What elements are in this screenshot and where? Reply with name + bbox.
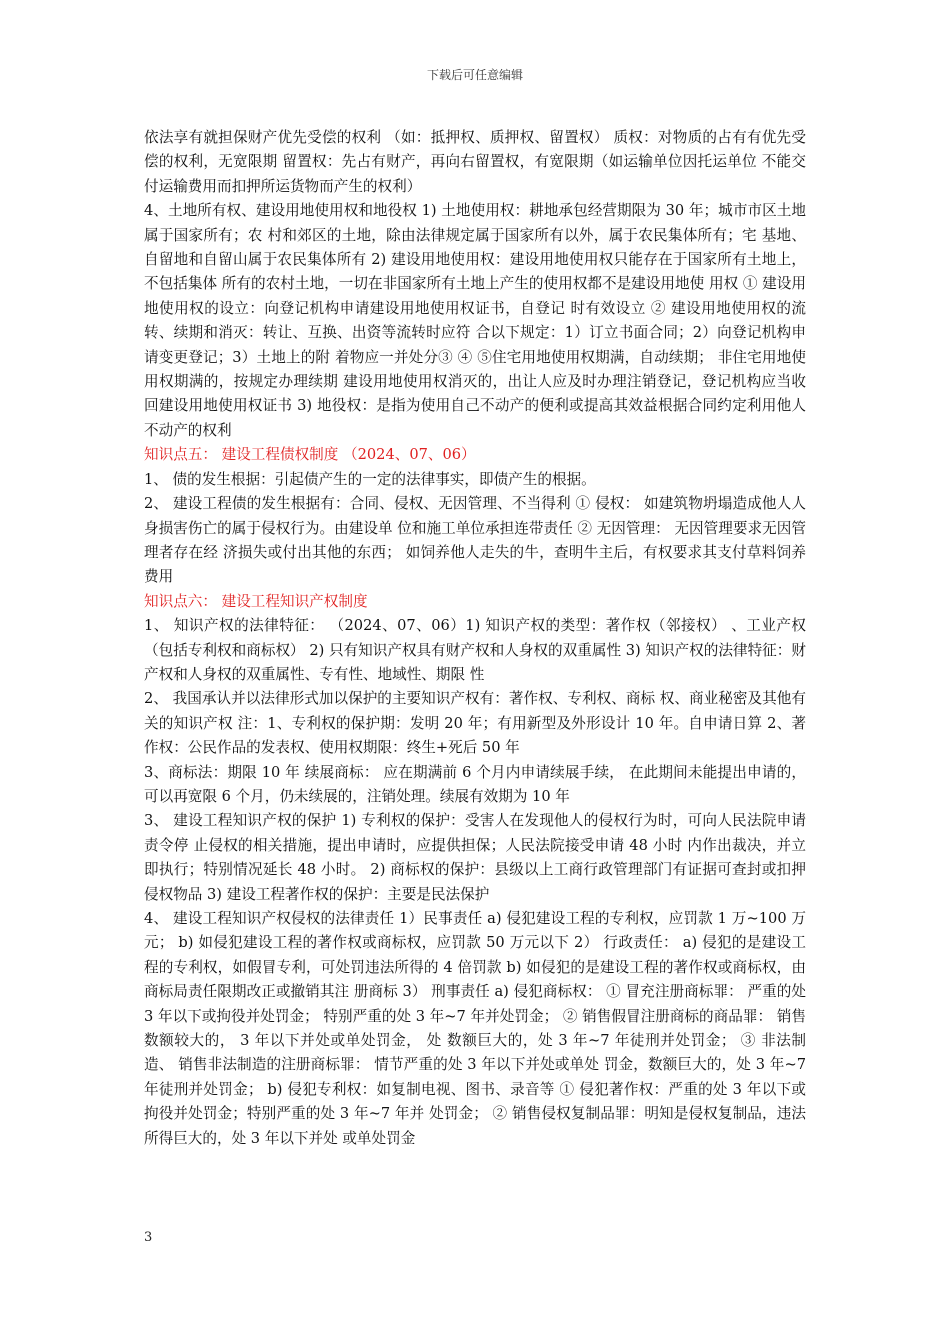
- page-header: 下载后可任意编辑: [426, 68, 523, 82]
- paragraph: 依法享有就担保财产优先受偿的权利 （如：抵押权、质押权、留置权） 质权：对物质的占有有优先受偿的权利，无宽限期 留置权：先占有财产，再向右留置权，有宽限期（如运输单位因托运单位 不能交付运输费用而扣押所运货物而产生的权利）: [144, 129, 806, 195]
- document-body: [144, 126, 806, 1151]
- paragraph: 3、 建设工程知识产权的保护 1) 专利权的保护：受害人在发现他人的侵权行为时，可向人民法院申请责令停 止侵权的相关措施，提出申请时，应提供担保；人民法院接受申请 48 小时 内作出裁决，并立即执行；特别情况延长 48 小时。 2) 商标权的保护：县级以上工商行政管理部门有证据可查封或扣押侵权物品 3) 建设工程著作权的保护：主要是民法保护: [144, 812, 806, 903]
- paragraph: 1、 知识产权的法律特征： （2024、07、06）1) 知识产权的类型：著作权（邻接权） 、工业产权（包括专利权和商标权） 2) 只有知识产权具有财产权和人身权的双重属性 3) 知识产权的法律特征：财产权和人身权的双重属性、专有性、地域性、期限 性: [144, 617, 806, 683]
- paragraph: 2、 建设工程债的发生根据有：合同、侵权、无因管理、不当得利 ① 侵权： 如建筑物坍塌造成他人人身损害伤亡的属于侵权行为。由建设单 位和施工单位承担连带责任 ② 无因管理： 无因管理要求无因管理者存在经 济损失或付出其他的东西； 如饲养他人走失的牛，查明牛主后，有权要求其支付草料饲养费用: [144, 495, 806, 586]
- paragraph: 3、商标法：期限 10 年 续展商标： 应在期满前 6 个月内申请续展手续， 在此期间未能提出申请的， 可以再宽限 6 个月，仍未续展的，注销处理。续展有效期为 10 年: [144, 763, 806, 805]
- paragraph: 4、土地所有权、建设用地使用权和地役权 1) 土地使用权：耕地承包经营期限为 30 年；城市市区土地属于国家所有；农 村和郊区的土地，除由法律规定属于国家所有以外，属于农民集体所有；宅 基地、自留地和自留山属于农民集体所有 2) 建设用地使用权：建设用地使用权只能存在于国家所有土地上，不包括集体 所有的农村土地，一切在非国家所有土地上产生的使用权都不是建设用地使 用权 ① 建设用地使用权的设立：向登记机构申请建设用地使用权证书，自登记 时有效设立 ② 建设用地使用权的流转、续期和消灭：转让、互换、出资等流转时应符 合以下规定：1）订立书面合同；2）向登记机构申请变更登记；3）土地上的附 着物应一并处分③ ④ ⑤住宅用地使用权期满，自动续期； 非住宅用地使用权期满的，按规定办理续期 建设用地使用权消灭的，出让人应及时办理注销登记，登记机构应当收 回建设用地使用权证书 3) 地役权：是指为使用自己不动产的便利或提高其效益根据合同约定利用他人 不动产的权利: [144, 202, 806, 439]
- section-heading: 知识点六： 建设工程知识产权制度: [144, 592, 368, 610]
- paragraph: 4、 建设工程知识产权侵权的法律责任 1）民事责任 a) 侵犯建设工程的专利权，应罚款 1 万~100 万元； b) 如侵犯建设工程的著作权或商标权，应罚款 50 万元以下 2） 行政责任： a) 侵犯的是建设工程的专利权，如假冒专利，可处罚违法所得的 4 倍罚款 b) 如侵犯的是建设工程的著作权或商标权，由商标局责任限期改正或撤销其注 册商标 3） 刑事责任 a) 侵犯商标权： ① 冒充注册商标罪： 严重的处 3 年以下或拘役并处罚金； 特别严重的处 3 年~7 年并处罚金； ② 销售假冒注册商标的商品罪： 销售数额较大的， 3 年以下并处或单处罚金， 处 数额巨大的，处 3 年~7 年徒刑并处罚金； ③ 非法制造、 销售非法制造的注册商标罪： 情节严重的处 3 年以下并处或单处 罚金，数额巨大的，处 3 年~7 年徒刑并处罚金； b) 侵犯专利权：如复制电视、图书、录音等 ① 侵犯著作权：严重的处 3 年以下或拘役并处罚金；特别严重的处 3 年~7 年并 处罚金； ② 销售侵权复制品罪：明知是侵权复制品，违法所得巨大的，处 3 年以下并处 或单处罚金: [144, 910, 806, 1147]
- paragraph: 1、 债的发生根据：引起债产生的一定的法律事实，即债产生的根据。: [144, 470, 596, 488]
- paragraph: 2、 我国承认并以法律形式加以保护的主要知识产权有：著作权、专利权、商标 权、商业秘密及其他有关的知识产权 注：1、专利权的保护期：发明 20 年；有用新型及外形设计 10 年。自申请日算 2、著作权：公民作品的发表权、使用权期限：终生+死后 50 年: [144, 690, 806, 757]
- section-heading: 知识点五： 建设工程债权制度 （2024、07、06）: [144, 446, 476, 464]
- page-number: 3: [144, 1230, 153, 1245]
